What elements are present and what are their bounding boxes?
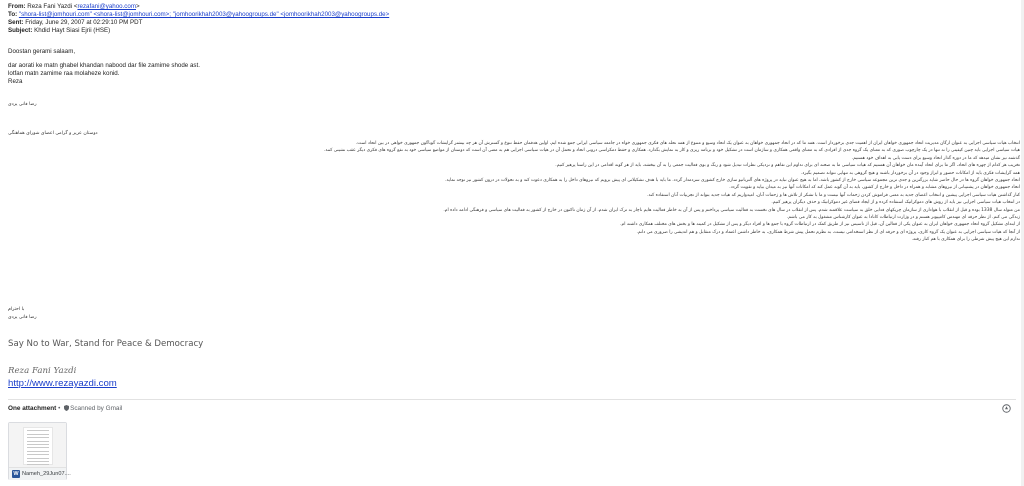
signature-name: Reza Fani Yazdi [8,366,77,376]
shield-icon [64,405,69,411]
separator: • [56,405,63,412]
sent-label: Sent: [8,19,24,26]
paragraph-fa: از آنجا که هیات سیاسی اجرایی به عنوان یک گروه کاری، پروژه ای و حرفه ای از نظر استخدامی نیست، به نظرم تحمل پیش شرط همکاری، به خاطر داشتن اعتماد و درک متقابل و هم اندیشی را ضروری می دانم. [636,229,1020,235]
paragraph-fa: زندگی می کنم. از نظر حرفه ای مهندس کامپیوتر هستم و در وزارت ارتباطات کانادا به عنوان کارشناس مشغول به کار می باشم. [786,215,1020,221]
greeting-fa: دوستان عزیز و گرامی اعضای شورای هماهنگی [8,131,98,136]
sent-value: Friday, June 29, 2007 at 02:29:10 PM PDT [25,19,143,26]
document-preview [23,427,53,465]
paragraph-fa: در انتخاب هیات سیاسی اجرایی نیز باید از روش های دموکراتیک استفاده کرده و از ایجاد فضای غیر دموکراتیک و حذف دیگران پرهیز کنیم. [771,200,1020,206]
closing-fa-2: رضا فانی یزدی [8,315,37,320]
attachment-card[interactable] [8,422,71,480]
body-line-greeting: Doostan gerami salaam, [8,48,76,55]
from-email-link[interactable]: rezafani@yahoo.com [77,3,136,10]
attachment-filename: Nameh_29Jun07.... [22,470,71,477]
persian-body [8,140,1020,244]
body-line-name: Reza [8,78,23,85]
body-line-1: dar aorati ke matn ghabel khandan nabood dar file zamime shode ast. [8,62,200,69]
attachments-divider [8,399,1016,400]
from-line: From: Reza Fani Yazdi <rezafani@yahoo.com> [8,3,140,10]
attachments-header [8,405,122,412]
subject-value: Khdid Hayt Siasi Ejrii (HSE) [34,27,111,34]
subject-label: Subject: [8,27,33,34]
paragraph-fa: کنار گذاشتن هیات سیاسی اجرایی پیشین و انتخاب اعضای جدید به معنی فراموش کردن زحمات آنها نیست و ما با تشکر از تلاش ها و زحمات آنان، امیدواریم که هیات جدید بتواند از تجربیات آنان استفاده کند. [647,192,1020,198]
paragraph-fa: من متولد سال 1338 بوده و قبل از انقلاب با هواداری از سازمان چریکهای فدایی خلق به سیاست علاقمند شدم. پس از انقلاب در سال های نخست به فعالیت سیاسی پرداختم و پس از آن به خاطر فعالیت هایم ناچار به ترک ایران شدم. از آن زمان تاکنون در خارج از کشور به فعالیت های سیاسی و فرهنگی ادامه داده ام. [443,207,1020,213]
paragraph-fa: اتحاد جمهوری خواهان در پشتیبانی از نیروهای مشابه و همراه در داخل و خارج از کشور، باید به آن گونه عمل کند که امکانات آنها نیز به میدان بیاید و تقویت گردد. [729,185,1020,191]
scan-label: Scanned by Gmail [70,405,123,412]
paragraph-fa: ندارم این هیچ پیش شرطی را برای همکاری با هم کنار رفته. [911,237,1020,243]
add-to-drive-icon[interactable] [1002,404,1011,413]
signature-url-link[interactable]: http://www.rezayazdi.com [8,378,117,389]
to-label: To: [8,11,18,18]
paragraph-fa: اتحاد جمهوری خواهان گروه ها در حال حاضر شاید بزرگترین و جدی ترین مجموعه سیاسی خارج از کشور باشد، اما به هیچ عنوان نباید در پروژه های آلترناتیو سازی خارج کشوری سردمدار گردد. ما باید با هدف تشکیلاتی ای پیش برویم که نیروهای داخل را به همکاری دعوت کند و به تحولات در درون کشور نیز توجه نماید. [445,178,1020,184]
paragraph-fa: همه گرایشات فکری باید از امکانات حضور و ابراز وجود در آن برخوردار باشند و هیچ گروهی به تنهایی نتواند تصمیم بگیرد. [800,170,1020,176]
paragraph-fa: از ابتدای تشکیل گروه اتحاد جمهوری خواهان ایران به عنوان یکی از فعالین آن، قبل از تاسیس نیز از طریق کمک در ارتباطات گروه با جمع ها و افراد دیگر و پس از تشکیل در کمیته ها و بخش های مختلف همکاری داشته ام. [620,222,1020,228]
sent-line [8,19,142,27]
signoff-fa: رضا فانی یزدی [8,102,37,107]
word-file-icon: W [13,471,19,477]
paragraph-fa: تخریب هر کدام از چهره های اتحاد، اگر ما برای اتحاد آینده مان خواهان آن هستیم که هیات سیاسی ما به صحنه ای برای تداوم این تفاهم و نزدیکی نظرات تبدیل شود و رنگ و بوی فعالیت جمعی را به آن ببخشد، باید از هر گونه اقدامی در این راستا پرهیز کنیم. [555,163,1020,169]
paragraph-fa: گذشته نیز نشان میدهد که ما در دوره گذار اتحاد وسیع برای دست یابی به اهداف خود هستیم. [851,155,1020,161]
to-line [8,11,389,19]
from-name: Reza Fani Yazdi [27,3,73,10]
body-line-2: lotfan matn zamime raa molaheze konid. [8,70,120,77]
from-label: From: [8,3,26,10]
paragraph-fa: انتخاب هیات سیاسی اجرایی به عنوان ارگان مدیریت اتحاد جمهوری خواهان ایران از اهمیت جدی برخوردار است. همه ما که در اتحاد جمهوری خواهان به عنوان یک اتحاد وسیع و متنوع از همه نحله های فکری جمهوری خواه در جامعه سیاسی ایرانی جمع شده ایم، اولین هدفمان حفظ تنوع و گسترش آن هر چه بیشتر گرایشات گوناگون جمهوری خواهی در بین اتحاد است. [355,141,1020,146]
subject-line [8,27,110,35]
attachment-thumbnail [9,423,66,467]
paragraph-fa: هیات سیاسی اجرایی باید چنین کیفیتی را نه تنها در یک چارچوب صوری که به معنای یک گروه جدی از افرادی که به معنای واقعی همکاری و سازمان است در تشکیل خود و برنامه ریزی و کار به نمایش بگذارد. همکاری و حفظ دمکراسی درونی اتحاد و تحمل آن در هیات سیاسی اجرایی هم به معنی آن است که دوستان از مواضع سیاسی خود به نفع گروه های فکری دیگر عقب نشینی کنند. [323,148,1020,154]
to-recipients[interactable]: "shora-list@jomhouri.com" <shora-list@jomhouri.com>; "jomhoorikhah2003@yahoogroups.de" <jomhoorikhah2003@yahoogroups.de> [18,11,390,18]
signature-slogan: Say No to War, Stand for Peace & Democracy [8,339,204,349]
attachment-count: One attachment [8,405,57,412]
closing-fa-1: با احترام [8,307,25,312]
